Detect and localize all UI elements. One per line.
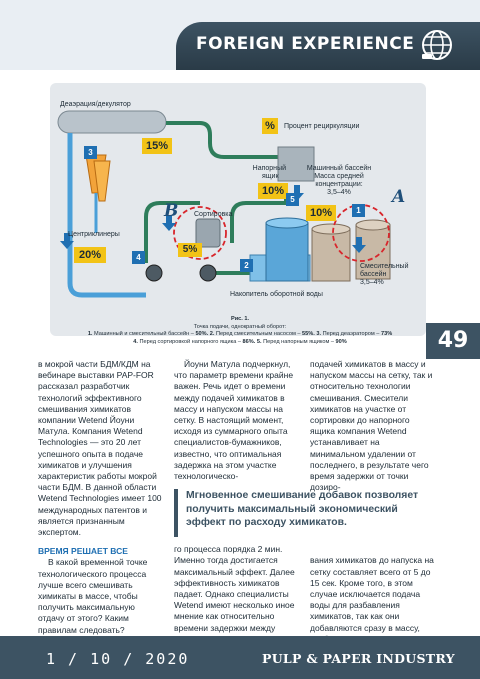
paragraph: го процесса порядка 2 мин. Именно тогда достигается максимальный эффект. Далее эффективность химикатов падает. Однако специалисты Wetend имеют несколько иное мнение как относительно времени задержки между bbox=[174, 544, 295, 633]
point-3-badge: 3 bbox=[84, 146, 97, 159]
globe-icon bbox=[420, 28, 454, 62]
pct-10-chest: 10% bbox=[306, 205, 336, 221]
process-diagram bbox=[50, 83, 426, 336]
point-5-badge: 5 bbox=[286, 193, 299, 206]
blue-pipe-left bbox=[70, 133, 146, 295]
marker-b: B bbox=[164, 201, 179, 221]
marker-a: A bbox=[392, 187, 406, 207]
label-machine-chest: Машинный бассейн Масса средней концентрации: 3,5–4% bbox=[306, 165, 372, 196]
label-deaerator: Деаэрация/декулятор bbox=[60, 101, 131, 108]
pump-2 bbox=[200, 265, 216, 281]
medium-consistency-chest bbox=[312, 224, 350, 281]
label-centricleaners: Центриклинеры bbox=[68, 231, 120, 238]
paragraph: подачей химикатов в массу и напуском массы на сетку, так и относительно технологии смешивания. Смесители химикатов на участке от сортировки до напорного ящика компания Wetend устанавливает на минимальном удалении от последнего, в результате чего время задержки от точки дозиро- bbox=[310, 359, 433, 493]
label-recirculation: Процент рециркуляции bbox=[284, 123, 360, 130]
deaerator-tank bbox=[58, 111, 166, 133]
label-headbox: Напорный bbox=[252, 165, 286, 172]
pump-1 bbox=[146, 265, 162, 281]
magazine-name: PULP & PAPER INDUSTRY bbox=[262, 651, 455, 666]
paragraph: в мокрой части БДМ/КДМ на вебинаре выставки PAP-FOR рассказал разработчик технологий эффективного смешивания химикатов компании Wetend Йоуни Матула. Компания Wetend Technologies — это 20 лет успешного опыта в подаче химикатов и улучшения характеристик работы мокрой части БДМ. В данной области Wetend Technologies имеет 100 международных патентов и является признанным экспертом. bbox=[38, 359, 162, 538]
paragraph: В какой временной точке технологического процесса лучше всего смешивать химикаты в массе, чтобы получить максимальную отдачу от этого? Каким правилам следовать? bbox=[38, 557, 148, 635]
paragraph: вания химикатов до напуска на сетку составляет всего от 5 до 15 сек. Кроме того, в этом случае исключается подача воды для разбавления химикатов, так как они добавляются сразу в массу, bbox=[310, 555, 434, 633]
paragraph: Йоуни Матула подчеркнул, что параметр времени крайне важен. Речь идет о времени между подачей химикатов в массу и напуском массы на сетку. В настоящий момент, исходя из суммарного опыта специалистов-бумажников, известно, что оптимальная задержка на этом участке технологическо- bbox=[174, 359, 294, 482]
issue-date: 1 / 10 / 2020 bbox=[46, 650, 190, 668]
machine-chest bbox=[266, 218, 308, 281]
pct-15: 15% bbox=[142, 138, 172, 154]
label-mixing-chest: Смесительный бассейн 3,5–4% bbox=[360, 263, 409, 286]
point-1-badge: 1 bbox=[352, 204, 365, 217]
point-2-badge: 2 bbox=[240, 259, 253, 272]
label-headbox-2: ящик bbox=[262, 173, 279, 180]
label-sorting: Сортировка bbox=[194, 211, 233, 218]
pct-10-headbox: 10% bbox=[258, 183, 288, 199]
figure-caption: Рис. 1. Точка подачи, однократный оборот: 1. Машинный и смесительный бассейн – 50%. 2. Перед смесительным насосом – 55%. 3. Перед деаэратором – 73% 4. Перед сортировкой напорного ящика – 86%. 5. Перед напорным ящиком – 90% bbox=[87, 316, 393, 345]
pct-5: 5% bbox=[178, 243, 202, 257]
point-4-badge: 4 bbox=[132, 251, 145, 264]
text-column-1 bbox=[38, 359, 162, 636]
label-white-water: Накопитель оборотной воды bbox=[230, 291, 323, 298]
pull-quote: Мгновенное смешивание добавок позволяет получить максимальный экономический эффект по расходу химикатов. bbox=[174, 489, 434, 537]
subheading: ВРЕМЯ РЕШАЕТ ВСЕ bbox=[38, 546, 128, 557]
pct-20: 20% bbox=[74, 247, 106, 263]
page-number: 49 bbox=[426, 323, 480, 359]
legend-swatch: % bbox=[262, 118, 278, 134]
centricleaners bbox=[86, 155, 110, 233]
section-title: FOREIGN EXPERIENCE bbox=[196, 34, 415, 54]
